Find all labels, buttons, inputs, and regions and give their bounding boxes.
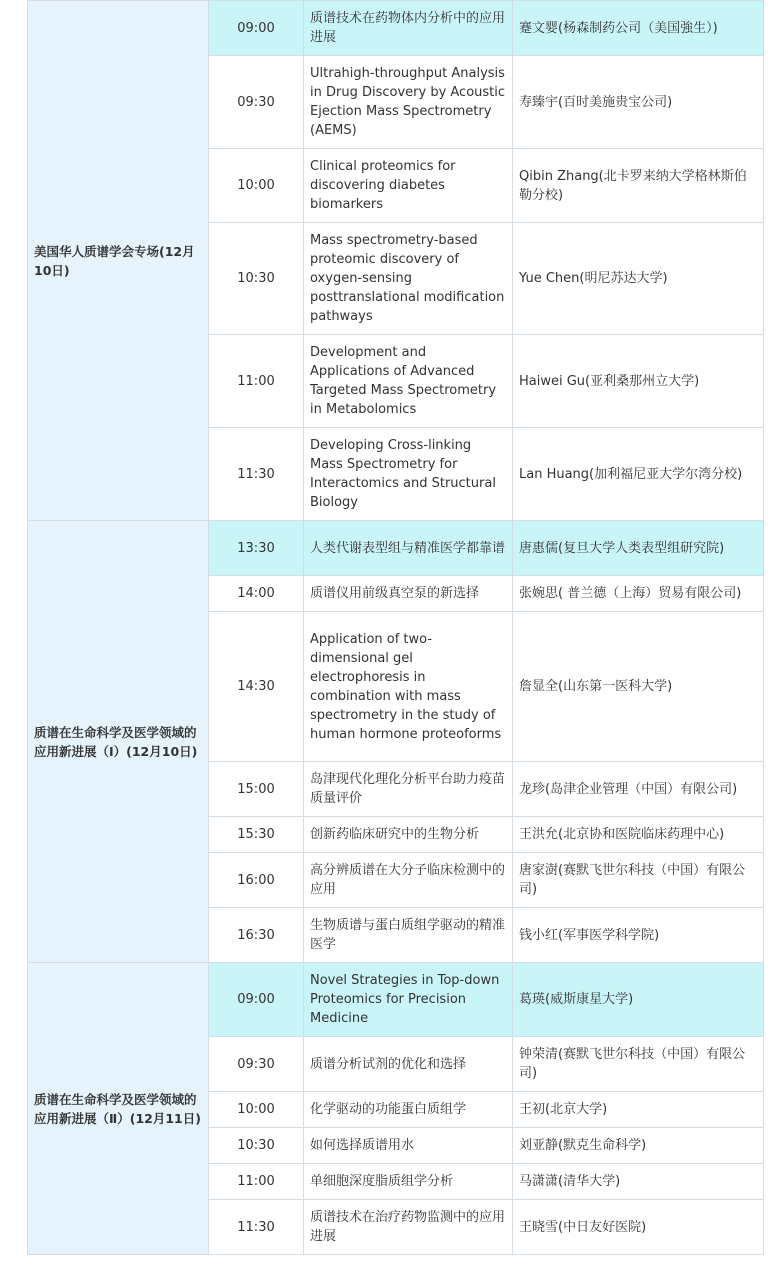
- topic-cell: 岛津现代化理化分析平台助力疫苗质量评价: [304, 762, 513, 817]
- session-title: 质谱在生命科学及医学领域的应用新进展（Ⅰ）(12月10日): [28, 521, 209, 963]
- speaker-cell: 钟荣清(赛默飞世尔科技（中国）有限公司): [513, 1037, 764, 1092]
- schedule-row: [28, 521, 764, 576]
- time-cell: 16:30: [209, 908, 304, 963]
- topic-cell: Development and Applications of Advanced Targeted Mass Spectrometry in Metabolomics: [304, 335, 513, 428]
- topic-cell: 如何选择质谱用水: [304, 1128, 513, 1164]
- speaker-cell: Lan Huang(加利福尼亚大学尔湾分校): [513, 428, 764, 521]
- schedule-row: [28, 1, 764, 56]
- topic-cell: Novel Strategies in Top-down Proteomics for Precision Medicine: [304, 963, 513, 1037]
- speaker-cell: Yue Chen(明尼苏达大学): [513, 223, 764, 335]
- time-cell: 14:00: [209, 576, 304, 612]
- speaker-cell: 刘亚静(默克生命科学): [513, 1128, 764, 1164]
- topic-cell: Application of two-dimensional gel electrophoresis in combination with mass spectrometry in the study of human hormone proteoforms: [304, 612, 513, 762]
- topic-cell: 创新药临床研究中的生物分析: [304, 817, 513, 853]
- time-cell: 11:00: [209, 335, 304, 428]
- topic-cell: 化学驱动的功能蛋白质组学: [304, 1092, 513, 1128]
- time-cell: 09:30: [209, 56, 304, 149]
- speaker-cell: Haiwei Gu(亚利桑那州立大学): [513, 335, 764, 428]
- topic-cell: 质谱仪用前级真空泵的新选择: [304, 576, 513, 612]
- time-cell: 16:00: [209, 853, 304, 908]
- speaker-cell: 王晓雪(中日友好医院): [513, 1200, 764, 1255]
- topic-cell: 单细胞深度脂质组学分析: [304, 1164, 513, 1200]
- speaker-cell: 葛瑛(威斯康星大学): [513, 963, 764, 1037]
- session-title: 美国华人质谱学会专场(12月10日): [28, 1, 209, 521]
- speaker-cell: Qibin Zhang(北卡罗来纳大学格林斯伯勒分校): [513, 149, 764, 223]
- time-cell: 11:30: [209, 428, 304, 521]
- topic-cell: 质谱技术在治疗药物监测中的应用进展: [304, 1200, 513, 1255]
- speaker-cell: 蹇文婴(杨森制药公司（美国強生）): [513, 1, 764, 56]
- time-cell: 10:00: [209, 149, 304, 223]
- topic-cell: Developing Cross-linking Mass Spectrometry for Interactomics and Structural Biology: [304, 428, 513, 521]
- session-title: 质谱在生命科学及医学领域的应用新进展（Ⅱ）(12月11日): [28, 963, 209, 1255]
- topic-cell: 人类代谢表型组与精准医学都靠谱: [304, 521, 513, 576]
- speaker-cell: 钱小红(军事医学科学院): [513, 908, 764, 963]
- topic-cell: 质谱分析试剂的优化和选择: [304, 1037, 513, 1092]
- topic-cell: 生物质谱与蛋白质组学驱动的精准医学: [304, 908, 513, 963]
- time-cell: 09:00: [209, 963, 304, 1037]
- time-cell: 10:30: [209, 1128, 304, 1164]
- speaker-cell: 王洪允(北京协和医院临床药理中心): [513, 817, 764, 853]
- speaker-cell: 龙珍(岛津企业管理（中国）有限公司): [513, 762, 764, 817]
- time-cell: 15:30: [209, 817, 304, 853]
- topic-cell: 质谱技术在药物体内分析中的应用进展: [304, 1, 513, 56]
- speaker-cell: 王初(北京大学): [513, 1092, 764, 1128]
- schedule-table: [27, 0, 764, 1255]
- time-cell: 13:30: [209, 521, 304, 576]
- time-cell: 15:00: [209, 762, 304, 817]
- time-cell: 14:30: [209, 612, 304, 762]
- topic-cell: Ultrahigh-throughput Analysis in Drug Discovery by Acoustic Ejection Mass Spectrometry (AEMS): [304, 56, 513, 149]
- topic-cell: 高分辨质谱在大分子临床检测中的应用: [304, 853, 513, 908]
- time-cell: 09:00: [209, 1, 304, 56]
- schedule-body: [28, 1, 764, 1255]
- topic-cell: Clinical proteomics for discovering diabetes biomarkers: [304, 149, 513, 223]
- time-cell: 10:30: [209, 223, 304, 335]
- time-cell: 09:30: [209, 1037, 304, 1092]
- topic-cell: Mass spectrometry-based proteomic discovery of oxygen-sensing posttranslational modification pathways: [304, 223, 513, 335]
- speaker-cell: 唐家澍(赛默飞世尔科技（中国）有限公司): [513, 853, 764, 908]
- schedule-row: [28, 963, 764, 1037]
- time-cell: 11:00: [209, 1164, 304, 1200]
- time-cell: 10:00: [209, 1092, 304, 1128]
- speaker-cell: 寿臻宇(百时美施贵宝公司): [513, 56, 764, 149]
- time-cell: 11:30: [209, 1200, 304, 1255]
- speaker-cell: 张婉思( 普兰德（上海）贸易有限公司): [513, 576, 764, 612]
- speaker-cell: 唐惠儒(复旦大学人类表型组研究院): [513, 521, 764, 576]
- speaker-cell: 马潇潇(清华大学): [513, 1164, 764, 1200]
- speaker-cell: 詹显全(山东第一医科大学): [513, 612, 764, 762]
